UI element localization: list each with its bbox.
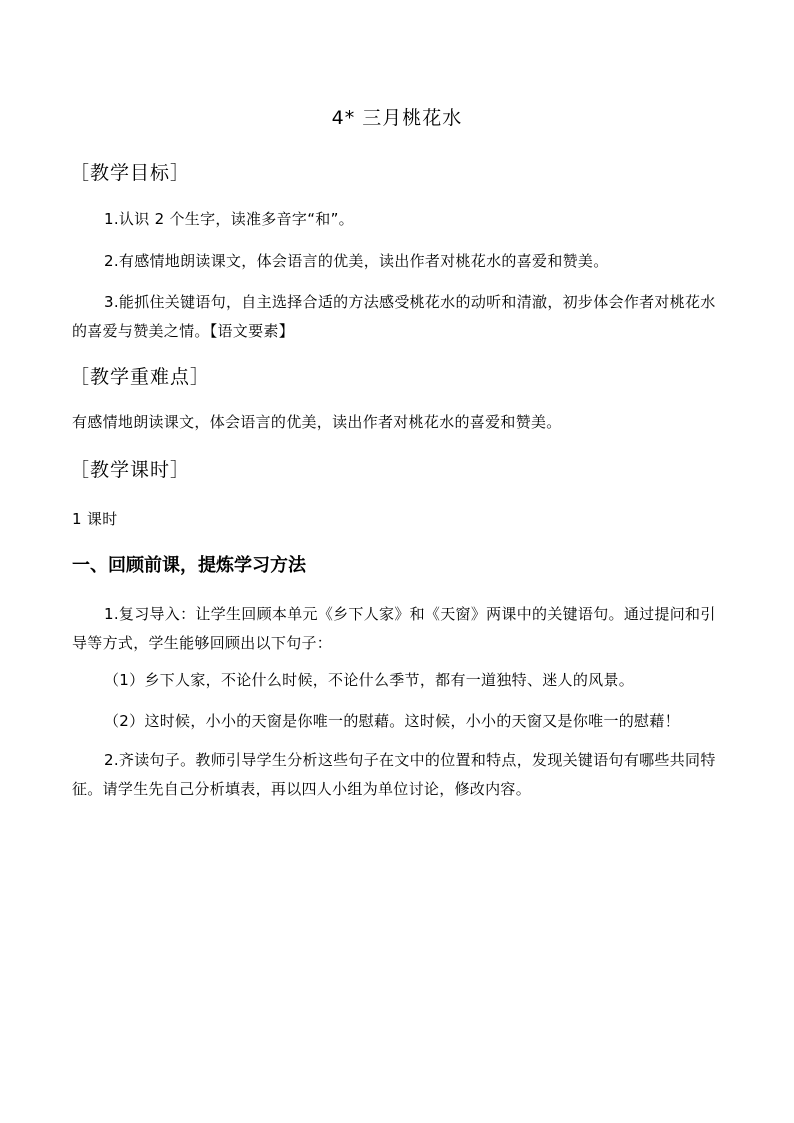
class-hours-text: 1 课时 bbox=[72, 510, 118, 528]
key-points-heading: ［教学重难点］ bbox=[70, 366, 211, 388]
section-1-sub-1: （1）乡下人家，不论什么时候，不论什么季节，都有一道独特、迷人的风景。 bbox=[104, 671, 635, 689]
objectives-heading: ［教学目标］ bbox=[70, 162, 191, 184]
document-title: 4* 三月桃花水 bbox=[331, 107, 463, 129]
objective-item-2: 2.有感情地朗读课文，体会语言的优美，读出作者对桃花水的喜爱和赞美。 bbox=[104, 252, 609, 270]
key-points-text: 有感情地朗读课文，体会语言的优美，读出作者对桃花水的喜爱和赞美。 bbox=[72, 413, 562, 431]
section-1-item-2: 2.齐读句子。教师引导学生分析这些句子在文中的位置和特点，发现关键语句有哪些共同特征。请学生先自己分析填表，再以四人小组为单位讨论，修改内容。 bbox=[72, 751, 716, 798]
section-1-item-1: 1.复习导入：让学生回顾本单元《乡下人家》和《天窗》两课中的关键语句。通过提问和引导等方式，学生能够回顾出以下句子： bbox=[72, 605, 716, 652]
class-hours-heading: ［教学课时］ bbox=[70, 459, 191, 481]
objective-item-1: 1.认识 2 个生字，读准多音字“和”。 bbox=[104, 210, 354, 228]
section-1-sub-2: （2）这时候，小小的天窗是你唯一的慰藉。这时候，小小的天窗又是你唯一的慰藉！ bbox=[104, 712, 680, 730]
section-1-heading: 一、回顾前课，提炼学习方法 bbox=[72, 555, 306, 576]
objective-item-3: 3.能抓住关键语句，自主选择合适的方法感受桃花水的动听和清澈，初步体会作者对桃花水的喜爱与赞美之情。【语文要素】 bbox=[72, 293, 716, 340]
